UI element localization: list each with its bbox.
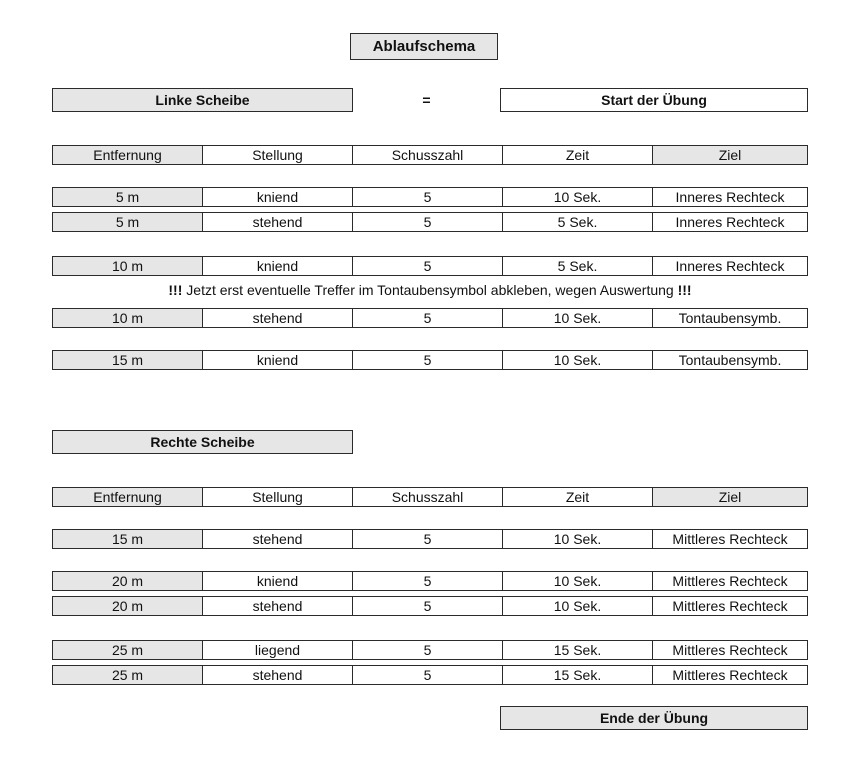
left-table-header — [52, 145, 808, 165]
position-cell: kniend — [203, 350, 353, 370]
time-cell: 10 Sek. — [503, 308, 653, 328]
end-label: Ende der Übung — [500, 706, 808, 730]
distance-cell: 15 m — [52, 529, 203, 549]
time-cell: 15 Sek. — [503, 640, 653, 660]
time-cell: 10 Sek. — [503, 596, 653, 616]
time-cell: 10 Sek. — [503, 529, 653, 549]
distance-cell: 25 m — [52, 640, 203, 660]
distance-cell: 5 m — [52, 187, 203, 207]
header-cell: Schusszahl — [353, 145, 503, 165]
note-marks-end: !!! — [677, 282, 692, 298]
header-cell: Ziel — [653, 145, 808, 165]
target-cell: Tontaubensymb. — [653, 308, 808, 328]
header-cell: Zeit — [503, 145, 653, 165]
target-cell: Inneres Rechteck — [653, 212, 808, 232]
distance-cell: 10 m — [52, 308, 203, 328]
header-cell: Entfernung — [52, 145, 203, 165]
table-row — [52, 571, 808, 591]
distance-cell: 5 m — [52, 212, 203, 232]
target-cell: Mittleres Rechteck — [653, 529, 808, 549]
target-cell: Mittleres Rechteck — [653, 596, 808, 616]
position-cell: stehend — [203, 596, 353, 616]
target-cell: Inneres Rechteck — [653, 256, 808, 276]
shots-cell: 5 — [353, 596, 503, 616]
note — [52, 280, 808, 300]
table-row — [52, 640, 808, 660]
position-cell: stehend — [203, 665, 353, 685]
distance-cell: 15 m — [52, 350, 203, 370]
table-row — [52, 350, 808, 370]
table-row — [52, 596, 808, 616]
shots-cell: 5 — [353, 665, 503, 685]
target-cell: Mittleres Rechteck — [653, 640, 808, 660]
position-cell: stehend — [203, 529, 353, 549]
table-row — [52, 212, 808, 232]
table-row — [52, 308, 808, 328]
distance-cell: 20 m — [52, 571, 203, 591]
position-cell: kniend — [203, 256, 353, 276]
header-cell: Ziel — [653, 487, 808, 507]
table-row — [52, 665, 808, 685]
target-cell: Tontaubensymb. — [653, 350, 808, 370]
time-cell: 10 Sek. — [503, 187, 653, 207]
shots-cell: 5 — [353, 571, 503, 591]
table-row — [52, 256, 808, 276]
start-label: Start der Übung — [500, 88, 808, 112]
time-cell: 10 Sek. — [503, 350, 653, 370]
header-cell: Schusszahl — [353, 487, 503, 507]
table-row — [52, 529, 808, 549]
position-cell: stehend — [203, 212, 353, 232]
target-cell: Mittleres Rechteck — [653, 665, 808, 685]
header-cell: Entfernung — [52, 487, 203, 507]
equals-sign: = — [422, 92, 431, 108]
right-table-header — [52, 487, 808, 507]
header-cell: Stellung — [203, 145, 353, 165]
shots-cell: 5 — [353, 640, 503, 660]
time-cell: 10 Sek. — [503, 571, 653, 591]
note-text: Jetzt erst eventuelle Treffer im Tontaubensymbol abkleben, wegen Auswertung — [182, 282, 678, 298]
note-marks-start: !!! — [168, 282, 183, 298]
time-cell: 5 Sek. — [503, 212, 653, 232]
header-cell: Zeit — [503, 487, 653, 507]
shots-cell: 5 — [353, 212, 503, 232]
header-cell: Stellung — [203, 487, 353, 507]
target-cell: Mittleres Rechteck — [653, 571, 808, 591]
position-cell: kniend — [203, 187, 353, 207]
shots-cell: 5 — [353, 529, 503, 549]
time-cell: 15 Sek. — [503, 665, 653, 685]
page-title: Ablaufschema — [350, 33, 498, 60]
time-cell: 5 Sek. — [503, 256, 653, 276]
shots-cell: 5 — [353, 350, 503, 370]
left-target-label: Linke Scheibe — [52, 88, 353, 112]
shots-cell: 5 — [353, 187, 503, 207]
shots-cell: 5 — [353, 256, 503, 276]
distance-cell: 25 m — [52, 665, 203, 685]
table-row — [52, 187, 808, 207]
right-target-label: Rechte Scheibe — [52, 430, 353, 454]
shots-cell: 5 — [353, 308, 503, 328]
target-cell: Inneres Rechteck — [653, 187, 808, 207]
position-cell: kniend — [203, 571, 353, 591]
position-cell: stehend — [203, 308, 353, 328]
position-cell: liegend — [203, 640, 353, 660]
distance-cell: 10 m — [52, 256, 203, 276]
distance-cell: 20 m — [52, 596, 203, 616]
